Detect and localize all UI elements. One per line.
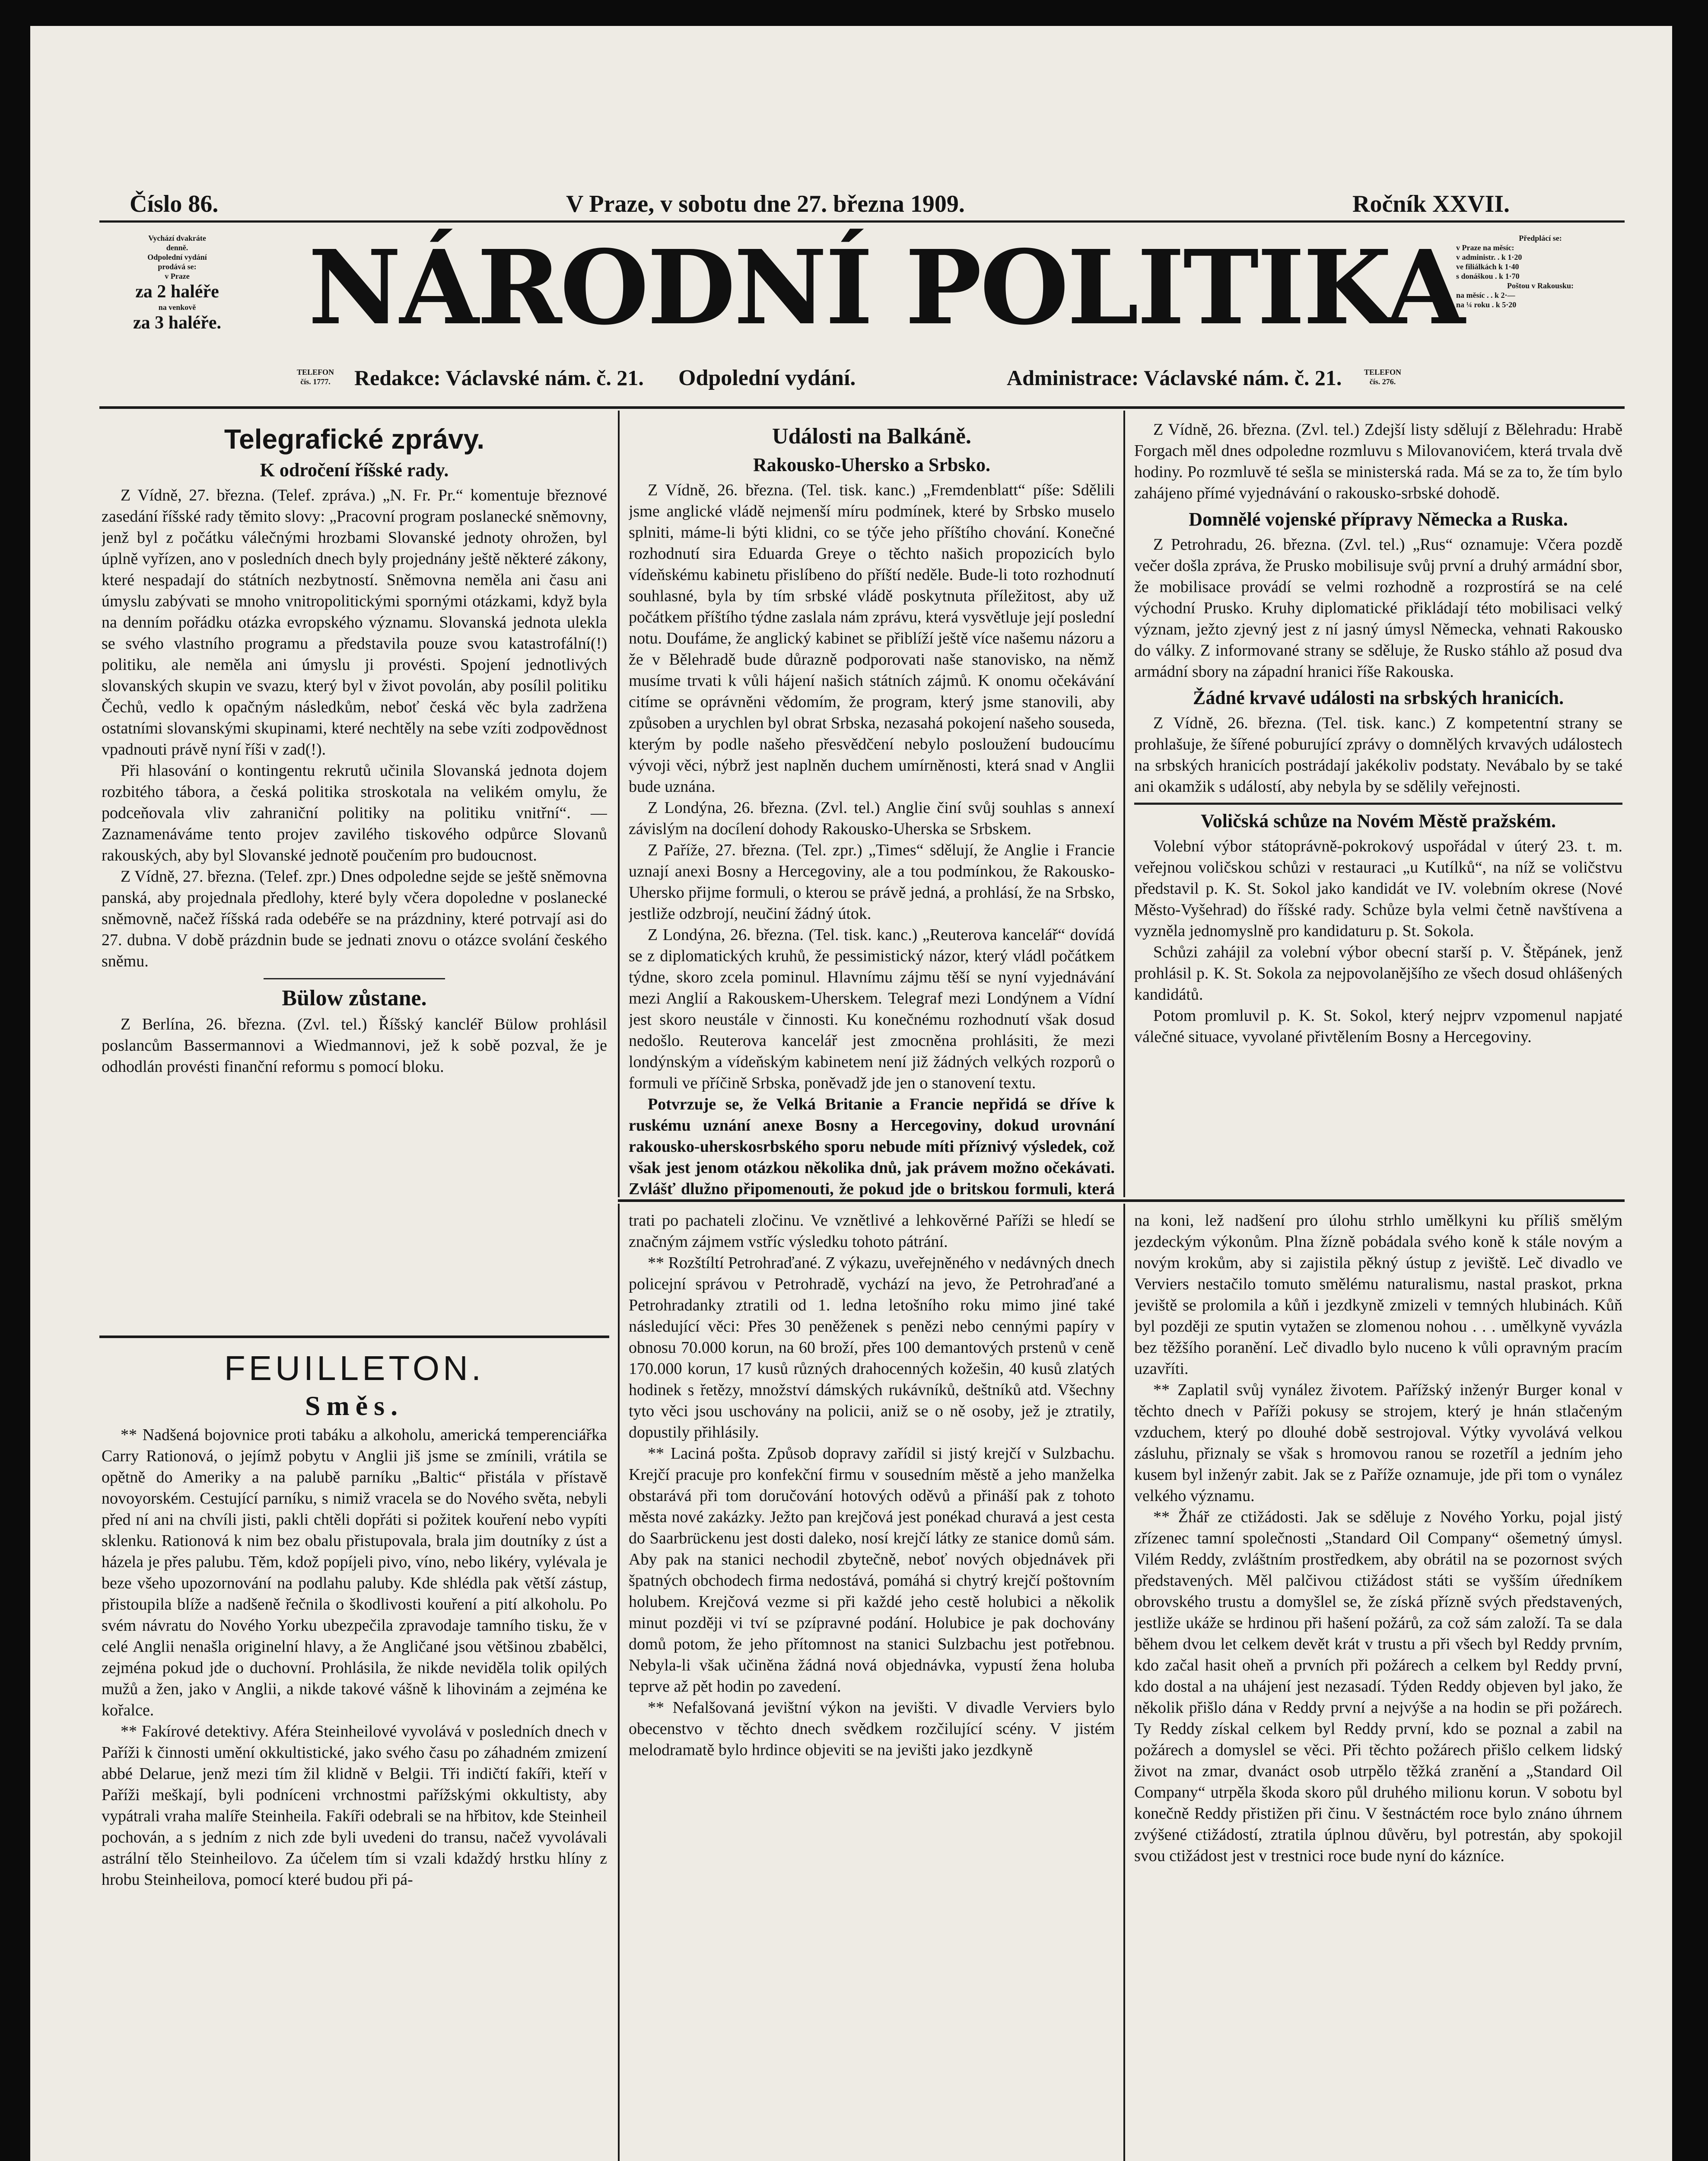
note-line: s donáškou . k 1·70 [1456, 272, 1520, 280]
column-balkan-events [629, 419, 1115, 1197]
paragraph: Z Paříže, 27. března. (Tel. zpr.) „Times“ sdělují, že Anglie i Francie uznají anexi Bosny a Hercegoviny, ale a tou podmínkou, že Rakousko-Uhersko přijme formuli, o kterou se právě jedná, a prohlásí, že na Srbsko, jestliže odzbrojí, neučiní žádný útok. [629, 841, 1115, 923]
article-heading: Domnělé vojenské přípravy Německa a Ruska. [1189, 509, 1568, 530]
note-line: na ¼ roku . k 5·20 [1456, 300, 1517, 309]
header-rule-top [99, 220, 1625, 223]
section-heading: Telegrafické zprávy. [224, 424, 485, 455]
paragraph: Z Petrohradu, 26. března. (Zvl. tel.) „Rus“ oznamuje: Včera pozdě večer došla zpráva, že Prusko mobilisuje svůj první a druhý armádní sbor, že mobilisace provádí se velmi rozhodně a rozprostírá se na celé východní Prusko. Kruhy diplomatické přikládají této mobilisaci velký význam, ježto zjevný jest z ní jasný úmysl Německa, vehnati Rakousko do války. Z informované strany se sděluje, že Rusko stáhlo až posud dva armádní sbory na západní hranici říše Rakouska. [1134, 535, 1622, 681]
edition-label: Odpolední vydání. [678, 366, 856, 390]
paragraph: Schůzi zahájil za volební výbor obecní starší p. V. Štěpánek, jenž prohlásil p. K. St. Sokola za nejpovolanějšího ze všech dosud ohlášených kandidátů. [1134, 943, 1622, 1004]
paragraph: ** Zaplatil svůj vynález životem. Pařížský inženýr Burger konal v těchto dnech v Paříži pokusy se strojem, který je hnán stlačeným vzduchem, který po dlouhé době sestrojoval. Výtky vyvolává velkou zásluhu, přiznaly se však s hromovou ranou se rozetříl a jedním jeho kusem byl inženýr zabit. Jak se z Paříže oznamuje, jde při tom o vynález velkého významu. [1134, 1381, 1622, 1505]
publication-note [104, 233, 251, 334]
note-line: čís. 276. [1369, 377, 1396, 386]
subscription-note [1456, 233, 1625, 309]
note-line: Odpolední vydání [147, 253, 207, 261]
issue-number: Číslo 86. [130, 191, 219, 217]
newspaper-title: NÁRODNÍ POLITIKA [308, 227, 1463, 347]
note-line: čís. 1777. [300, 377, 331, 386]
article-heading: Rakousko-Uhersko a Srbsko. [753, 454, 990, 475]
note-line: denně. [166, 243, 188, 252]
telefon-right [1352, 367, 1413, 386]
divider [1134, 803, 1622, 805]
note-line: TELEFON [296, 368, 334, 376]
paragraph: Potvrzuje se, že Velká Britanie a Francie nepřidá se dříve k ruskému uznání anexe Bosny a Hercegoviny, dokud urovnání rakousko-uherskosrbského sporu nebude míti příznivý výsledek, což však jest jenom otázkou několika dnů, jak právem možno očekávati. Zvlášť dlužno připomenouti, že pokud jde o britskou formuli, která [629, 1095, 1115, 1197]
note-line: v administr. . k 1·20 [1456, 253, 1522, 261]
article-heading: K odročení říšské rady. [260, 459, 449, 481]
article-heading: Žádné krvavé události na srbských hranicích. [1193, 687, 1564, 708]
paragraph: Z Vídně, 26. března. (Zvl. tel.) Zdejší listy sdělují z Bělehradu: Hrabě Forgach měl dnes odpoledne rozmluvu s Milovanovićem, která trvala dvě hodiny. Po rozmluvě té sešla se ministerská rada. Má se za to, že tím bylo zahájeno přímé vyjednávání o rakousko-srbské dohodě. [1134, 421, 1622, 502]
header-rule-bottom [99, 406, 1625, 409]
paragraph: Z Berlína, 26. března. (Zvl. tel.) Říšský kancléř Bülow prohlásil poslancům Bassermannovi a Wiedmannovi, jež k sobě pozval, že je odhodlán provésti finanční reformu s pomocí bloku. [102, 1015, 607, 1076]
editorial-address: Redakce: Václavské nám. č. 21. [354, 366, 644, 390]
paragraph: Z Vídně, 27. března. (Telef. zpráva.) „N. Fr. Pr.“ komentuje březnové zasedání říšské rady těmito slovy: „Pracovní program poslanecké sněmovny, jenž byl z počátku válečnými hrozbami Slovanské jednoty ohrožen, byl úplně vyřízen, ano v posledních dnech byly projednány ještě některé zákony, které nespadají do státních nezbytností. Sněmovna neměla ani času ani úmyslu zabývati se mnoho vnitropolitickými spornými otázkami, když byla na denním pořádku otázka evropského významu. Slovanská jednota ulekla se svého vlastního programu a představila pouze svou katastrofální(!) politiku, ale neměla ani úmyslu ji provésti. Spojení jednotlivých slovanských skupin ve svazu, který byl v život povolán, aby posílil politiku Čechů, vedlo k opačným následkům, neboť česká věc byla zadržena ostatními slovanskými skupinami, které nechtěly na sebe vzíti zodpovědnost vpadnouti právě nyní říši v zad(!). [102, 486, 607, 759]
paragraph: ** Nefalšovaná jevištní výkon na jevišti. V divadle Verviers bylo obecenstvo v těchto dnech svědkem rozčilující scény. V jistém melodramatě bylo hrdince objeviti se na jevišti jako jezdkyně [629, 1699, 1115, 1759]
note-line: Vychází dvakráte [148, 234, 206, 242]
paragraph: Při hlasování o kontingentu rekrutů učinila Slovanská jednota dojem rozbitého tábora, a česká politika stroskotala na velikém omylu, že podceňovala vliv zahraniční politiky na politiku vnitřní“. — Zaznamenáváme tento projev zavilého tiskového odpůrce Slovanů rakouských, aby byl Slovanské jednotě poučením pro budoucnost. [102, 762, 607, 864]
column-telegraphic-news [102, 419, 607, 1331]
paragraph: Z Vídně, 27. března. (Telef. zpr.) Dnes odpoledne sejde se ještě sněmovna panská, aby projednala předlohy, které byly včera dopoledne v poslanecké sněmovně, načež říšská rada odebéře se na prázdniny, které potrvají asi do 27. dubna. V době prázdnin bude se jednati znovu o otázce svolání českého sněmu. [102, 867, 607, 970]
note-line: prodává se: [158, 262, 197, 271]
paragraph: Potom promluvil p. K. St. Sokol, který nejprv vzpomenul napjaté válečné situace, vyvolané přivtělením Bosny a Hercegoviny. [1134, 1007, 1622, 1046]
note-line: Předplácí se: [1519, 234, 1562, 242]
administration-address: Administrace: Václavské nám. č. 21. [1007, 366, 1342, 390]
article-heading: Voličská schůze na Novém Městě pražském. [1200, 810, 1556, 832]
divider [264, 978, 445, 979]
issue-date: V Praze, v sobotu dne 27. března 1909. [566, 191, 965, 217]
newspaper-page [30, 26, 1672, 2161]
note-line: v Praze na měsíc: [1456, 243, 1514, 252]
column-feuilleton-2 [629, 1210, 1115, 2161]
paragraph: ** Nadšená bojovnice proti tabáku a alkoholu, americká temperenciářka Carry Rationová, o jejímž pobytu v Anglii jiš jsme se zmínili, vrátila se opětně do Ameriky a na palubě parníku „Baltic“ přistála v přístavě novoyorském. Cestující parníku, s nimiž vracela se do Nového světa, nebyli před ní ani na chvíli jisti, pakli chtěli dopřáti si požitek kouření nebo vypíti sklenku. Rationová k nim bez obalu přistupovala, brala jim doutníky z úst a házela je přes palubu. Těm, kdož popíjeli pivo, víno, nebo likéry, vylévala je beze všeho upozornování na podlahu paluby. Kde shlédla pak větší zástup, přistoupila blíže a nadšeně řečnila o škodlivosti kouření a pití alkoholu. Po svém návratu do Nového Yorku ubezpečila zpravodaje tamního tisku, že v celé Anglii nenašla originelní hlavy, a že Angličané jsou většinou zbabělci, zejména pokud jde o duchovní. Prohlásila, že nikde neviděla tolik opilých mužů a žen, jako v Anglii, a nikde takové vášně k lihovinám a zejména ke kořalce. [102, 1426, 607, 1719]
column-rule [618, 411, 620, 1197]
column-rule [618, 1204, 620, 2161]
feuilleton-rule [618, 1199, 1625, 1202]
price-city: za 2 haléře [135, 282, 219, 302]
column-news-continued [1134, 419, 1622, 1197]
column-feuilleton-3 [1134, 1210, 1622, 2161]
paragraph: ** Laciná pošta. Způsob dopravy zařídil si jistý krejčí v Sulzbachu. Krejčí pracuje pro konfekční firmu v sousedním městě a jeho manželka obstarává při tom doručování hotových oděvů a přináší pak z tohoto města nové zakázky. Ježto pan krejčová jest ponékad churavá a jest cesta do Saarbrückenu jest dosti daleko, nosí krejčí látky ze stanice domů sám. Aby pak na stanici nechodil zbytečně, neboť nových objednávek při špatných obchodech firma nedostává, pomáhá si chytrý krejčí poštovním holubem. Krejčová vezme si při každé jeho cestě holubici a několik minut později vi tví se pzípravné podání. Holubice je pak dochovány domů potom, že jeho přítomnost na stanici Sulzbachu jest potřebnou. Nebyla-li však učiněna žádná nová objednávka, vypustí žena holuba teprve až pět hodin po zavedení. [629, 1444, 1115, 1696]
note-line: TELEFON [1364, 368, 1402, 376]
volume-number: Ročník XXVII. [1352, 191, 1510, 217]
column-feuilleton-1 [102, 1344, 607, 2161]
paragraph: Z Vídně, 26. března. (Tel. tisk. kanc.) „Fremdenblatt“ píše: Sdělili jsme anglické vládě nejmenší míru podmínek, které by Srbsko muselo splniti, máme-li býti klidni, co se týče jeho příštího chování. Konečné rozhodnutí sira Eduarda Greye o těchto našich propozicích bylo vídeňskému kabinetu přislíbeno do příští neděle. Bude-li toto rozhodnutí souhlasné, byla by tím srbské vládě poskytnuta příležitost, aby už počátkem příštího týdne zaslala nám zprávu, která vysvětluje její poslední notu. Doufáme, že anglický kabinet se přiblíží ještě více našemu názoru a že v Bělehradě bude důrazně podporovati naše stanovisko, na němž musíme trvati k vůli hájení našich státních zájmů. K onomu očekávání citíme se oprávněni vědomím, že program, který jsme stanovili, aby způsoben a urychlen byl obrat Srbska, nezasahá pokojení našeho souseda, kterým by podle našeho přesvědčení nebylo posloužení budoucímu vývoji věci, nýbrž jest naplněn duchem umírněnosti, která snad v Anglii bude uznána. [629, 481, 1115, 796]
feuilleton-subtitle: Směs. [305, 1390, 404, 1421]
paragraph: ** Rozštíltí Petrohraďané. Z výkazu, uveřejněného v nedávných dnech policejní správou v Petrohradě, vychází na jevo, že Petrohraďané a Petrohradanky ztratili od 1. ledna letošního roku mimo jiné také následující věci: Přes 30 peněženek s penězi nebo cennými papíry v obnosu 70.000 korun, na 60 broží, přes 100 demantových prstenů v ceně 170.000 korun, 17 kusů různých drahocenných kožešin, 40 kusů zlatých hodinek s řetězy, množství dámských rukávníků, deštníků atd. Všechny tyto věci jsou uschovány na policii, aniž se o ně osoby, jež je ztratily, dopustily přihlásily. [629, 1254, 1115, 1441]
note-line: na měsíc . . k 2·— [1456, 291, 1515, 300]
paragraph: na koni, lež nadšení pro úlohu strhlo umělkyni ku příliš smělým jezdeckým výkonům. Plna žízně pobádala svého koně k stále novým a novým krokům, aby si zajistila pěkný ústup z jeviště. Leč divadlo ve Verviers nestačilo tomuto smělému naturalismu, nastal praskot, prkna jeviště se prolomila a kůň i jezdkyně zmizeli v temných hlubinách. Kůň byl později ze sputin vytažen se zlomenou nohou . . . umělkyně vyvázla bez těžšího poranění. Leč divadlo bylo nuceno k vůli opravným pracím uzavříti. [1134, 1211, 1622, 1378]
feuilleton-rule [99, 1335, 609, 1338]
paragraph: Z Vídně, 26. března. (Tel. tisk. kanc.) Z kompetentní strany se prohlašuje, že šířené poburující zprávy o domnělých krvavých událostech na srbských hranicích postrádají jakékoliv podstaty. Nevábalo by se také ani okamžik s událostí, aby nebyla by se sdělily veřejnosti. [1134, 714, 1622, 796]
telefon-left [285, 367, 346, 386]
paragraph: trati po pachateli zločinu. Ve vznětlivé a lehkověrné Paříži se hledí se značným zájmem vstříc výsledku tohoto pátrání. [629, 1211, 1115, 1251]
paragraph: ** Fakírové detektivy. Aféra Steinheilové vyvolává v posledních dnech v Paříži k činnosti umění okkultistické, jako svého času po záhadném zmizení abbé Delarue, jenž mezi tím žil klidně v Belgii. Tři indičtí fakíři, kteří v Paříži meškají, byli podníceni vrchnostmi pařížskými okkultisty, aby vypátrali vraha malíře Steinheila. Fakíři odebrali se na hřbitov, kde Steinheil pochován, a s jedním z nich zde byli uvedeni do transu, načež vyvolávali astrální tělo Steinheilovo. Za účelem tím si vzali kdaždý hrstku hlíny z hrobu Steinheilova, pomocí které budou při pá- [102, 1722, 607, 1889]
price-country-label: na venkově [158, 303, 196, 312]
paragraph: Z Londýna, 26. března. (Tel. tisk. kanc.) „Reuterova kancelář“ dovídá se z diplomatických kruhů, že pessimistický názor, který vládl počátkem týdne, skoro zcela pominul. Hlavnímu zájmu těší se nyní vyjednávání mezi Anglií a Rakouskem-Uherskem. Telegraf mezi Londýnem a Vídní jest skoro neustále v činnosti. Ku konečnému rozhodnutí však dosud nedošlo. Reuterova kancelář jest zmocněna prohlásiti, že mezi londýnským a vídeňským kabinetem není již žádných velkých rozporů o formuli ve příčině Srbska, poněvadž jde jen o stanovení textu. [629, 926, 1115, 1092]
paragraph: Volební výbor státoprávně-pokrokový uspořádal v úterý 23. t. m. veřejnou voličskou schůzi v restauraci „u Kutílků“, na níž se voličstvu představil p. K. St. Sokol jako kandidát ve IV. volebním okrese (Nové Město-Vyšehrad) do říšské rady. Schůze byla velmi četně navštívena a vyzněla jednomyslně pro kandidaturu p. St. Sokola. [1134, 837, 1622, 940]
paragraph: ** Žhář ze ctižádosti. Jak se sděluje z Nového Yorku, pojal jistý zřízenec tamní společnosti „Standard Oil Company“ ošemetný úmysl. Vilém Reddy, zvláštním prostředkem, aby obrátil na se pozornost svých představených. Měl palčivou ctižádost státi se vyšším úředníkem obrovského trustu a domyšlel se, že získá přízně svých představených, jestliže ukáže se hrdinou při hašení požárů, za což sám založí. Ta se dala během dvou let celkem devět krát v trustu a při všech byl Reddy prvním, kdo začal hasit oheň a prvních při požárech a celkem byl Reddy první, kdo dostal a na uhájení jest nezasadí. Týden Reddy objeven byl jako, že několik přišlo dána v Reddy první a nejvýše a na hodin se při požárech. Ty Reddy získal celkem byl Reddy první, kdo se poznal a zabil na požárech a domyslel se věci. Při těchto požárech přišlo celkem lidský život na zmar, dvanáct osob utrpělo těžká zranění a „Standard Oil Company“ utrpěla škoda skoro půl druhého milionu korun. V sobotu byl konečně Reddy přistižen při činu. V šestnáctém roce bylo znáno úhrnem zvýšené ctižádostí, ztratila úplnou důvěru, byl potrestán, aby spokojil svou ctižádost jest v trestnici roce bude nyní do kázníce. [1134, 1508, 1622, 1865]
feuilleton-title: FEUILLETON. [224, 1349, 485, 1387]
section-heading: Události na Balkáně. [772, 424, 971, 449]
note-line: ve filiálkách k 1·40 [1456, 262, 1519, 271]
note-line: Poštou v Rakousku: [1507, 281, 1574, 290]
note-line: v Praze [165, 272, 190, 280]
column-rule [1123, 1204, 1125, 2161]
article-heading: Bülow zůstane. [282, 986, 427, 1010]
price-country: za 3 haléře. [133, 313, 222, 333]
column-rule [1123, 411, 1125, 1197]
paragraph: Z Londýna, 26. března. (Zvl. tel.) Anglie činí svůj souhlas s annexí závislým na docílení dohody Rakousko-Uherska se Srbskem. [629, 799, 1115, 838]
